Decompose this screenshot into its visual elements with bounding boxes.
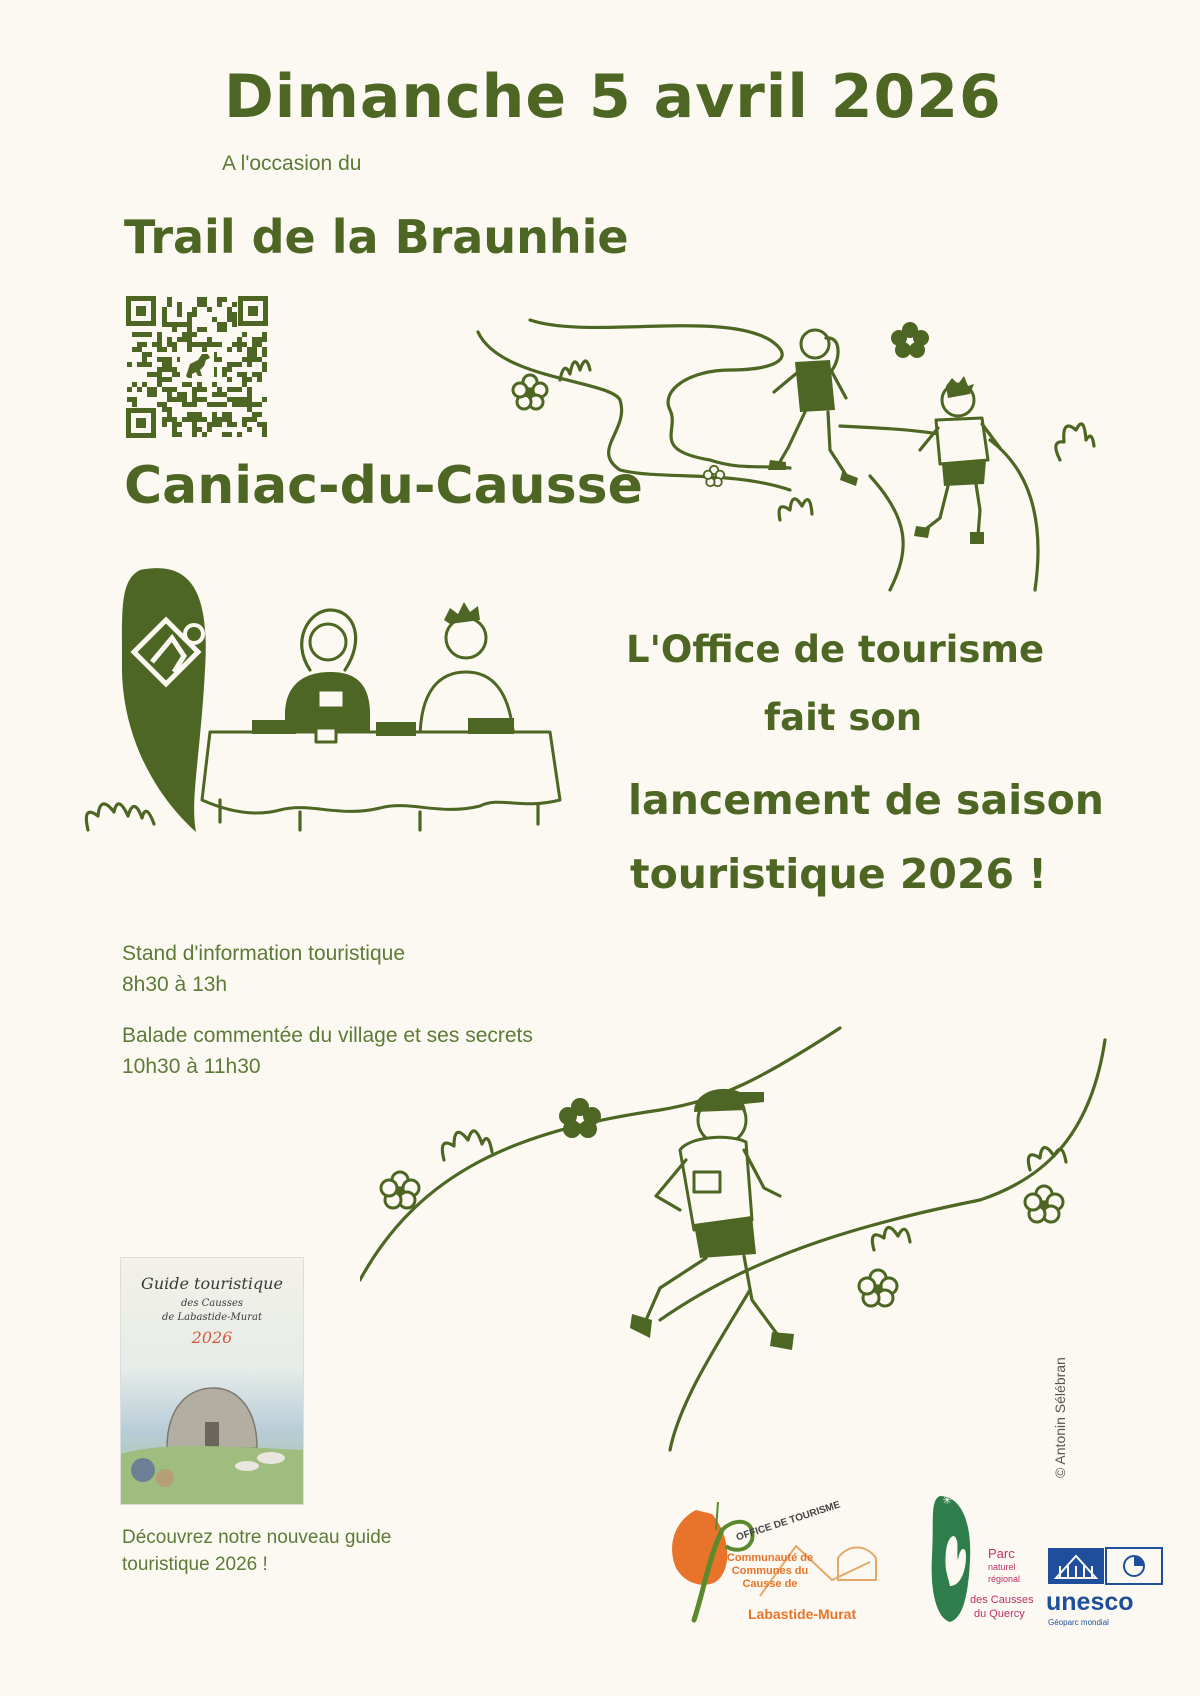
office-tourisme-logo[interactable] xyxy=(656,1490,888,1630)
guide-caption-line-2: touristique 2026 ! xyxy=(122,1554,268,1575)
guide-cover-subtitle-2: de Labastide-Murat xyxy=(162,1312,262,1323)
parc-line-4: des Causses xyxy=(970,1594,1034,1606)
event-date: Dimanche 5 avril 2026 xyxy=(224,62,1002,132)
unesco-name: unesco xyxy=(1046,1588,1134,1616)
woman-at-stand xyxy=(285,610,370,742)
flower-icon xyxy=(891,322,929,358)
grass-icon xyxy=(1028,1147,1066,1170)
unesco-sub: Géoparc mondial xyxy=(1048,1618,1109,1627)
parc-line-5: du Quercy xyxy=(974,1608,1025,1620)
flower-icon xyxy=(859,1270,897,1306)
office-line-2: Communes du xyxy=(731,1565,809,1577)
guide-cover-hut-illustration xyxy=(121,1358,303,1504)
office-arc-text: OFFICE DE TOURISME xyxy=(734,1499,842,1544)
unesco-emblem xyxy=(1046,1546,1164,1586)
occasion-text: A l'occasion du xyxy=(222,152,362,175)
headline-line-3: lancement de saison xyxy=(628,776,1104,824)
guide-cover-title: Guide touristique xyxy=(141,1274,283,1293)
guide-cover[interactable] xyxy=(121,1258,303,1504)
runner-illustration xyxy=(360,1020,1120,1460)
guide-cover-subtitle-1: des Causses xyxy=(181,1298,243,1309)
grass-icon xyxy=(1056,424,1094,460)
office-line-4: Labastide-Murat xyxy=(748,1606,857,1622)
grass-icon xyxy=(442,1131,492,1160)
grass-icon xyxy=(86,804,154,830)
flower-icon xyxy=(1025,1186,1063,1222)
flower-icon xyxy=(381,1172,419,1208)
runner-man xyxy=(630,1089,794,1350)
schedule-item-1-time: 8h30 à 13h xyxy=(122,973,228,996)
svg-text:✳: ✳ xyxy=(942,1493,953,1507)
trail-runners-illustration xyxy=(470,300,1110,600)
flower-icon xyxy=(559,1098,601,1138)
headline-line-2: fait son xyxy=(764,696,923,739)
headline-line-1: L'Office de tourisme xyxy=(626,628,1045,671)
info-stand-illustration xyxy=(80,560,600,900)
illustration-credit: © Antonin Sélébran xyxy=(1052,1357,1068,1478)
grass-icon xyxy=(779,499,812,520)
parc-line-2: naturel xyxy=(988,1562,1016,1572)
office-line-3: Causse de xyxy=(742,1578,798,1590)
schedule-item-2-time: 10h30 à 11h30 xyxy=(122,1055,261,1078)
headline-line-4: touristique 2026 ! xyxy=(630,850,1047,898)
grass-icon xyxy=(560,361,590,380)
grass-icon xyxy=(872,1227,910,1250)
guide-caption-line-1: Découvrez notre nouveau guide xyxy=(122,1527,392,1548)
runner-boy xyxy=(914,376,1000,544)
schedule-item-2-title: Balade commentée du village et ses secrets xyxy=(122,1024,533,1047)
parc-emblem xyxy=(926,1490,980,1630)
schedule-item-1-title: Stand d'information touristique xyxy=(122,942,406,965)
office-line-1: Communauté de xyxy=(726,1552,814,1564)
place-name: Caniac-du-Causse xyxy=(124,456,643,516)
parc-causses-quercy-logo[interactable] xyxy=(926,1490,1034,1630)
unesco-geopark-logo[interactable] xyxy=(1046,1546,1166,1630)
flower-icon xyxy=(513,375,547,409)
event-name: Trail de la Braunhie xyxy=(124,210,629,264)
parc-line-3: régional xyxy=(988,1574,1021,1584)
guide-cover-year: 2026 xyxy=(191,1328,233,1347)
qr-code-icon[interactable] xyxy=(126,296,268,438)
dinosaur-icon xyxy=(180,352,214,382)
parc-line-1: Parc xyxy=(988,1546,1015,1561)
